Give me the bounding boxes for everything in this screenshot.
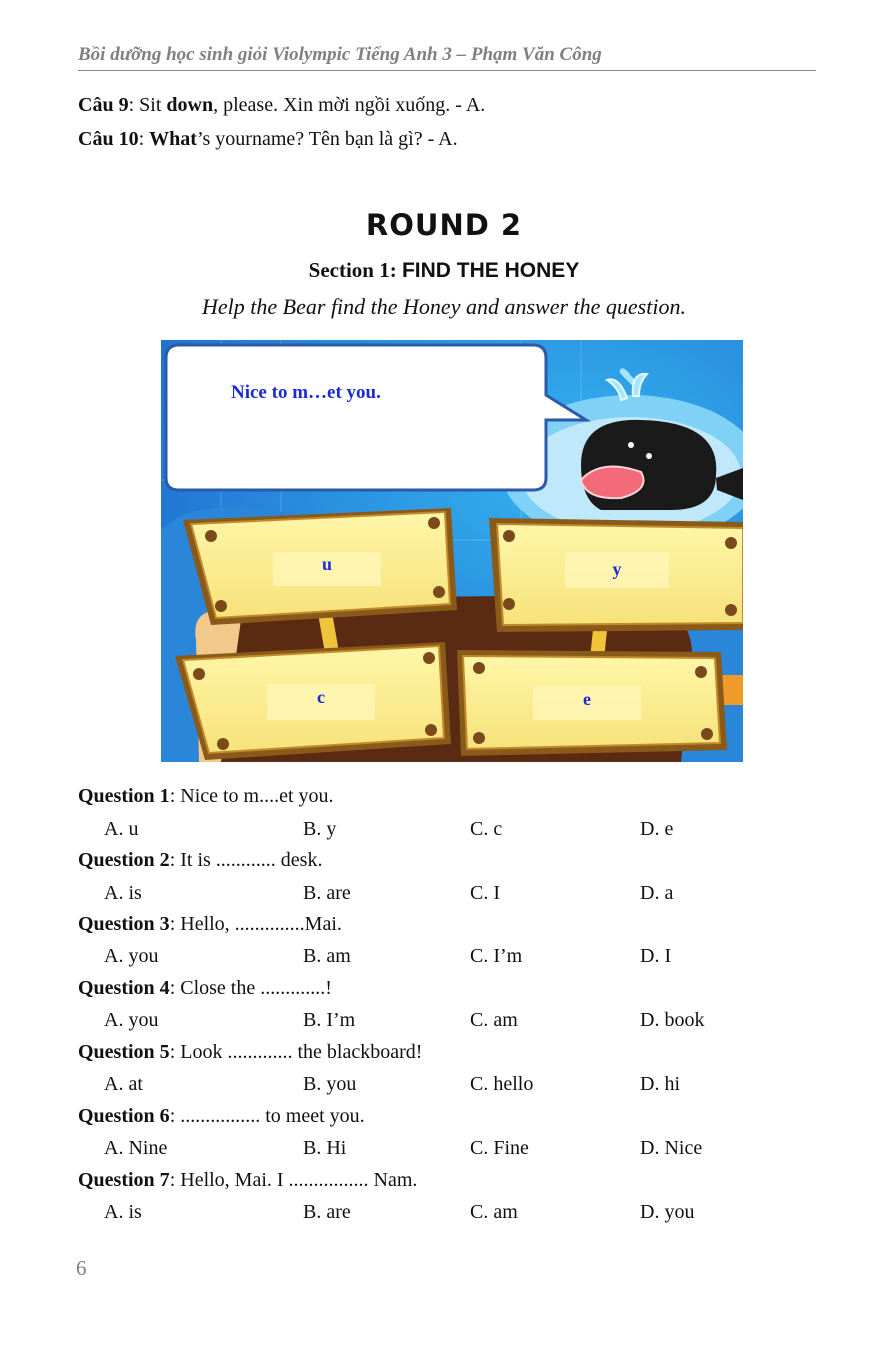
section-title: Section 1: FIND THE HONEY (308, 258, 580, 282)
option-a[interactable]: A. is (104, 1201, 142, 1223)
option-a[interactable]: A. u (104, 818, 139, 840)
option-d[interactable]: D. hi (640, 1073, 680, 1095)
option-c[interactable]: C. I’m (470, 945, 523, 967)
option-d[interactable]: D. you (640, 1201, 695, 1223)
option-b[interactable]: B. are (303, 882, 351, 904)
option-d[interactable]: D. Nice (640, 1137, 703, 1159)
sign-u[interactable] (183, 508, 457, 625)
option-d[interactable]: D. I (640, 945, 672, 967)
sign-e[interactable] (457, 650, 727, 756)
option-d[interactable]: D. e (640, 818, 674, 840)
option-d[interactable]: D. a (640, 882, 674, 904)
sign-letter: e (583, 689, 591, 709)
option-b[interactable]: B. y (303, 818, 337, 840)
option-b[interactable]: B. am (303, 945, 351, 967)
option-c[interactable]: C. am (470, 1201, 518, 1223)
question-2: Question 2: It is ............ desk. (78, 849, 323, 871)
question-4: Question 4: Close the .............! (78, 977, 332, 999)
speech-text: Nice to m…et you. (231, 382, 381, 403)
page-number: 6 (76, 1256, 87, 1280)
speech-bubble (166, 345, 586, 490)
option-b[interactable]: B. are (303, 1201, 351, 1223)
option-b[interactable]: B. I’m (303, 1009, 356, 1031)
question-3: Question 3: Hello, ..............Mai. (78, 913, 342, 935)
option-a[interactable]: A. you (104, 1009, 159, 1031)
sign-letter: c (317, 687, 325, 707)
option-c[interactable]: C. I (470, 882, 500, 904)
question-5: Question 5: Look ............. the blackboard! (78, 1041, 423, 1063)
answer-line-10: Câu 10: What’s yourname? Tên bạn là gì? - A. (78, 128, 458, 150)
sign-letter: u (321, 554, 333, 574)
answer-line-9: Câu 9: Sit down, please. Xin mời ngồi xuống. - A. (78, 94, 486, 116)
option-b[interactable]: B. you (303, 1073, 357, 1095)
option-a[interactable]: A. at (104, 1073, 143, 1095)
option-c[interactable]: C. hello (470, 1073, 534, 1095)
option-b[interactable]: B. Hi (303, 1137, 347, 1159)
instruction: Help the Bear find the Honey and answer the question. (202, 294, 686, 319)
question-7: Question 7: Hello, Mai. I ................ Nam. (78, 1169, 418, 1191)
option-a[interactable]: A. Nine (104, 1137, 168, 1159)
sign-c[interactable] (175, 642, 451, 760)
running-header: Bồi dưỡng học sinh giỏi Violympic Tiếng Anh 3 – Phạm Văn Công (78, 44, 816, 71)
question-1: Question 1: Nice to m....et you. (78, 785, 334, 807)
option-c[interactable]: C. am (470, 1009, 518, 1031)
option-c[interactable]: C. c (470, 818, 503, 840)
option-c[interactable]: C. Fine (470, 1137, 529, 1159)
sign-y[interactable] (489, 518, 743, 632)
answer-number: Câu 9 (78, 94, 129, 116)
option-a[interactable]: A. is (104, 882, 142, 904)
question-6: Question 6: ................ to meet you. (78, 1105, 365, 1127)
find-the-honey-game (161, 340, 743, 762)
sign-letter: y (612, 559, 622, 579)
option-a[interactable]: A. you (104, 945, 159, 967)
answer-number: Câu 10 (78, 128, 139, 150)
round-title: ROUND 2 (365, 208, 523, 242)
option-d[interactable]: D. book (640, 1009, 705, 1031)
